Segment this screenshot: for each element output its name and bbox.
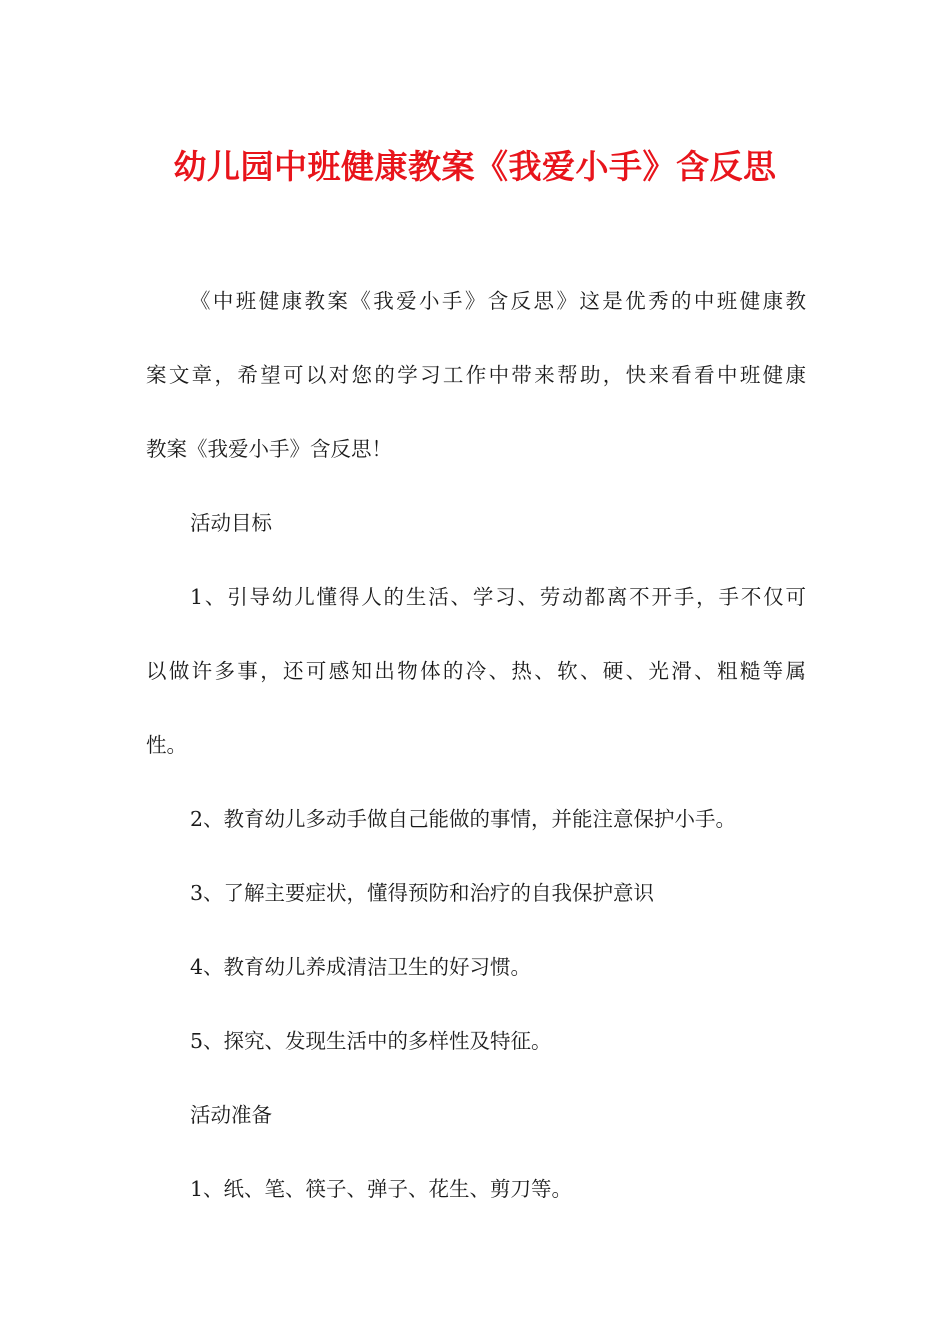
goal-1-line-1: 1、引导幼儿懂得人的生活、学习、劳动都离不开手，手不仅可 [190, 585, 806, 609]
prep-1: 1、纸、笔、筷子、弹子、花生、剪刀等。 [190, 1177, 573, 1201]
intro-line-2: 案文章，希望可以对您的学习工作中带来帮助，快来看看中班健康 [146, 363, 806, 387]
section-heading-preparation: 活动准备 [190, 1103, 272, 1127]
document-body [146, 264, 806, 1226]
document-title: 幼儿园中班健康教案《我爱小手》含反思 [173, 147, 777, 186]
intro-line-3: 教案《我爱小手》含反思！ [146, 437, 392, 461]
goal-2: 2、教育幼儿多动手做自己能做的事情，并能注意保护小手。 [190, 807, 737, 831]
goal-3: 3、了解主要症状，懂得预防和治疗的自我保护意识 [190, 881, 655, 905]
goal-1-line-3: 性。 [146, 733, 187, 757]
intro-line-1: 《中班健康教案《我爱小手》含反思》这是优秀的中班健康教 [190, 289, 806, 313]
goal-4: 4、教育幼儿养成清洁卫生的好习惯。 [190, 955, 532, 979]
goal-1-line-2: 以做许多事，还可感知出物体的冷、热、软、硬、光滑、粗糙等属 [146, 659, 806, 683]
section-heading-goals: 活动目标 [190, 511, 272, 535]
goal-5: 5、探究、发现生活中的多样性及特征。 [190, 1029, 552, 1053]
